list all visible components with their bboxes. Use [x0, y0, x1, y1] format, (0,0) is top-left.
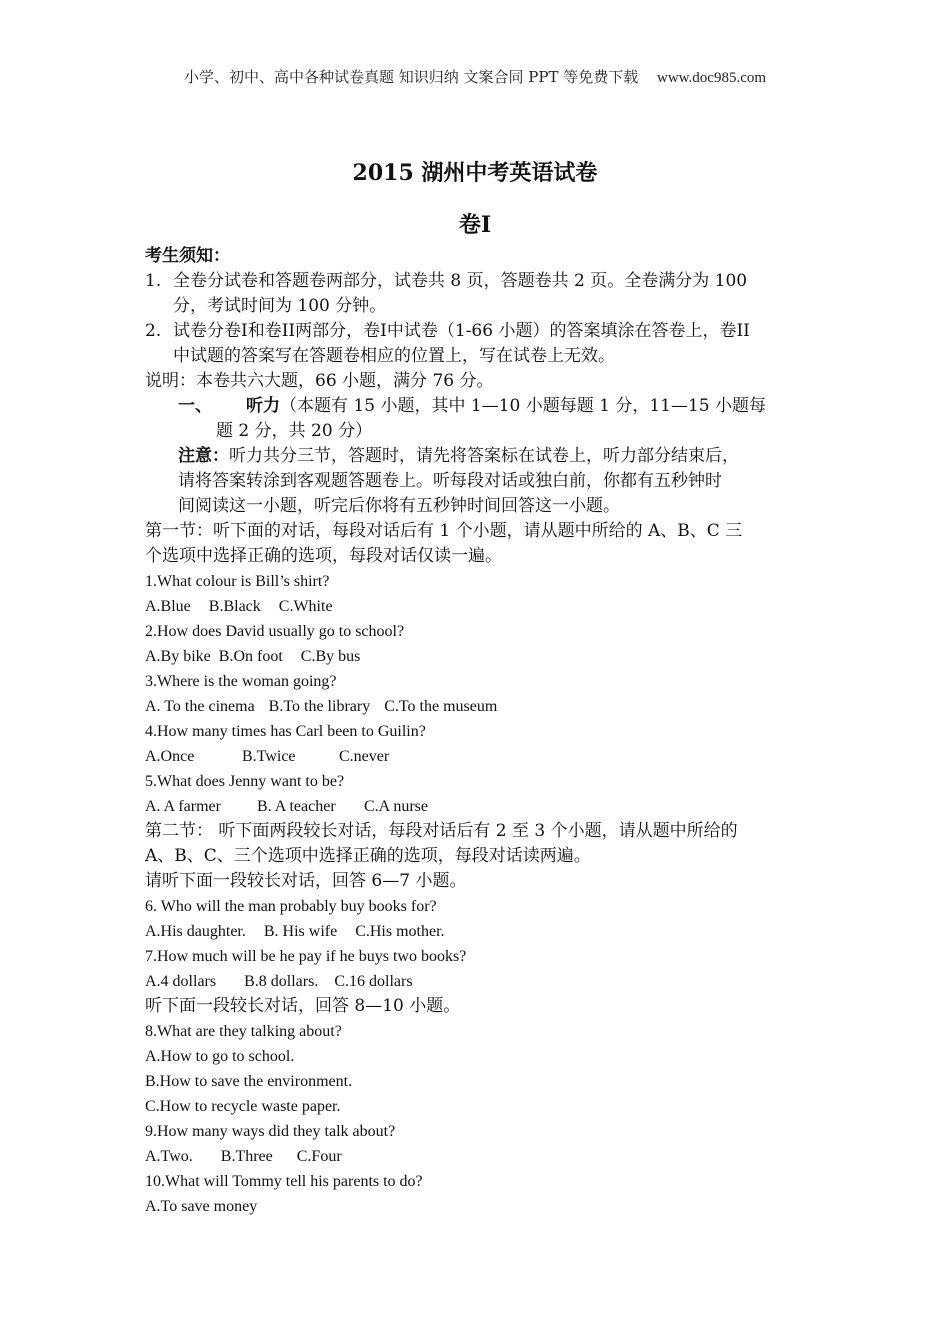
question-8-option-a: A.How to go to school.: [145, 1048, 295, 1065]
question-1: 1.What colour is Bill’s shirt?: [145, 573, 330, 590]
option-a: A.Two.: [145, 1148, 193, 1165]
question-4: 4.How many times has Carl been to Guilin?: [145, 723, 426, 740]
note-label: 注意：: [178, 446, 229, 466]
option-a: A.4 dollars: [145, 973, 217, 990]
question-2-options: [145, 644, 825, 669]
question-7-options: [145, 969, 825, 994]
notice-item-2-num: 2.: [145, 321, 162, 341]
option-b: B.8 dollars.: [244, 973, 319, 990]
note-line-3: 间阅读这一小题，听完后你将有五秒钟时间回答这一小题。: [178, 496, 620, 516]
notice-item-2-line-2: 中试题的答案写在答题卷相应的位置上，写在试卷上无效。: [173, 346, 615, 366]
question-2: 2.How does David usually go to school?: [145, 623, 405, 640]
notice-item-1-line-1: 全卷分试卷和答题卷两部分，试卷共 8 页，答题卷共 2 页。全卷满分为 100: [173, 271, 748, 291]
question-4-options: [145, 744, 825, 769]
option-b: B.To the library: [268, 698, 371, 715]
option-a: A.Once: [145, 748, 195, 765]
page-header: [0, 66, 950, 87]
notice-item-2-line-1: 试卷分卷I和卷II两部分，卷I中试卷（1-66 小题）的答案填涂在答卷上，卷II: [173, 321, 750, 341]
question-8-option-b: B.How to save the environment.: [145, 1073, 353, 1090]
question-9-options: [145, 1144, 825, 1169]
question-10-option-a: A.To save money: [145, 1198, 258, 1215]
question-5-options: [145, 794, 825, 819]
part-3-intro: 听下面一段较长对话，回答 8—10 小题。: [145, 996, 461, 1016]
section-1-note: [145, 444, 825, 469]
section-1-num: 一、: [178, 396, 212, 416]
notice-item-1-line-2: 分，考试时间为 100 分钟。: [173, 296, 387, 316]
question-6-options: [145, 919, 825, 944]
option-b: B.Black: [208, 598, 261, 615]
page-title: 2015 湖州中考英语试卷: [352, 160, 598, 186]
section-1-header: [145, 394, 825, 419]
question-8-option-c: C.How to recycle waste paper.: [145, 1098, 341, 1115]
option-b: B.Twice: [242, 748, 296, 765]
option-c: C.Four: [296, 1148, 342, 1165]
part-2-line-3: 请听下面一段较长对话，回答 6—7 小题。: [145, 871, 467, 891]
question-5: 5.What does Jenny want to be?: [145, 773, 345, 790]
question-6: 6. Who will the man probably buy books for?: [145, 898, 437, 915]
exam-body: [145, 244, 825, 1219]
note-line-2: 请将答案转涂到客观题答题卷上。听每段对话或独白前，你都有五秒钟时: [178, 471, 722, 491]
question-8: 8.What are they talking about?: [145, 1023, 342, 1040]
note-line-1: 听力共分三节，答题时，请先将答案标在试卷上，听力部分结束后，: [229, 446, 739, 466]
notice-item-1: [145, 269, 825, 294]
page-subtitle: 卷I: [458, 212, 492, 238]
section-1-name: 听力: [246, 396, 280, 416]
option-c: C.never: [339, 748, 390, 765]
question-1-options: [145, 594, 825, 619]
question-9: 9.How many ways did they talk about?: [145, 1123, 396, 1140]
option-b: B.On foot: [218, 648, 283, 665]
question-3-options: [145, 694, 825, 719]
header-url[interactable]: www.doc985.com: [657, 70, 767, 86]
section-1-desc-1: （本题有 15 小题，其中 1—10 小题每题 1 分，11—15 小题每: [280, 396, 766, 416]
option-b: B.Three: [220, 1148, 273, 1165]
question-3: 3.Where is the woman going?: [145, 673, 337, 690]
notice-item-2: [145, 319, 825, 344]
option-b: B. His wife: [263, 923, 338, 940]
option-c: C.A nurse: [364, 798, 428, 815]
option-a: A. To the cinema: [145, 698, 255, 715]
header-text: 小学、初中、高中各种试卷真题 知识归纳 文案合同 PPT 等免费下载: [183, 68, 639, 86]
part-1-line-1: 第一节：听下面的对话，每段对话后有 1 个小题，请从题中所给的 A、B、C 三: [145, 521, 743, 541]
option-c: C.His mother.: [355, 923, 445, 940]
option-a: A.His daughter.: [145, 923, 246, 940]
section-1-desc-2: 题 2 分，共 20 分）: [216, 421, 373, 441]
option-a: A.Blue: [145, 598, 191, 615]
part-2-line-2: A、B、C、三个选项中选择正确的选项，每段对话读两遍。: [145, 846, 591, 866]
explain-text: 说明：本卷共六大题，66 小题，满分 76 分。: [145, 371, 494, 391]
option-b: B. A teacher: [257, 798, 336, 815]
part-1-line-2: 个选项中选择正确的选项，每段对话仅读一遍。: [145, 546, 502, 566]
option-c: C.To the museum: [384, 698, 498, 715]
question-7: 7.How much will be he pay if he buys two books?: [145, 948, 467, 965]
option-a: A. A farmer: [145, 798, 221, 815]
notice-heading: 考生须知：: [145, 246, 230, 266]
question-10: 10.What will Tommy tell his parents to do?: [145, 1173, 423, 1190]
option-c: C.By bus: [300, 648, 361, 665]
option-c: C.White: [278, 598, 333, 615]
option-a: A.By bike: [145, 648, 211, 665]
option-c: C.16 dollars: [334, 973, 413, 990]
notice-item-1-num: 1.: [145, 271, 162, 291]
part-2-line-1: 第二节： 听下面两段较长对话，每段对话后有 2 至 3 个小题，请从题中所给的: [145, 821, 738, 841]
